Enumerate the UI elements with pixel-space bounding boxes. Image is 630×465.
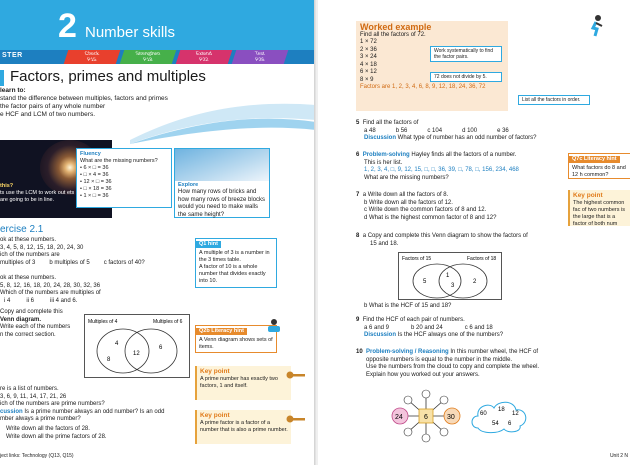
q3-line: re is a list of numbers.: [0, 386, 59, 392]
q1-line: ok at these numbers.: [0, 237, 57, 243]
fluency-question: What are the missing numbers?: [80, 158, 158, 164]
learn-heading: learn to:: [0, 87, 26, 94]
q1-part-a: multiples of 3: [0, 259, 36, 266]
factor-pair: 2 × 36: [360, 46, 377, 53]
tab-strengthen[interactable]: Strengthen P18: [120, 50, 177, 64]
venn-svg: [399, 253, 503, 301]
q6-line: What are the missing numbers?: [364, 174, 449, 181]
venn-value: 1: [446, 273, 450, 279]
why-text: ts use the LCM to work out ets are going to be in line.: [0, 190, 75, 203]
why-learn-box: [0, 183, 80, 204]
venn-value: 12: [133, 351, 140, 357]
master-label: STER: [2, 52, 23, 59]
discussion-label: Discussion: [364, 135, 397, 141]
q2-part-i: i 4: [4, 297, 11, 304]
q8-part-b: b What is the HCF of 15 and 18?: [364, 303, 452, 309]
unit-number: 2: [58, 7, 77, 45]
objective-2: the factor pairs of any whole number: [0, 103, 106, 110]
tab-check[interactable]: Check P15: [64, 50, 121, 64]
venn-svg: [85, 315, 191, 379]
question-number: 9: [356, 317, 360, 323]
question-number: 5: [356, 120, 360, 126]
discussion-label: Discussion: [364, 332, 397, 338]
q1-line: ich of the numbers are: [0, 252, 60, 258]
q2b-line: Copy and complete this: [0, 309, 63, 315]
q2-part-iii: iii 4 and 6.: [50, 297, 78, 304]
unit-title: Number skills: [85, 24, 176, 41]
discussion-label: cussion: [0, 408, 23, 415]
q3-discussion: Is a prime number always an odd number? Is an odd: [22, 408, 165, 415]
q2b-line: n the correct section.: [0, 331, 56, 338]
q2-part-ii: ii 6: [26, 297, 35, 304]
key-point-prime: [195, 366, 291, 400]
q7-part: d What is the highest common factor of 8 and 12?: [364, 214, 497, 221]
cloud-number: 60: [480, 411, 487, 417]
q2b-hint-text: A Venn diagram shows sets of items.: [199, 337, 273, 350]
q2-line: ok at these numbers.: [0, 275, 57, 281]
q6-text: Hayley finds all the factors of a number.: [409, 152, 517, 158]
lesson-title: Factors, primes and multiples: [10, 68, 206, 85]
q1-line: 3, 4, 5, 8, 12, 15, 18, 20, 24, 30: [0, 244, 84, 251]
q8-text: a Copy and complete this Venn diagram to show the factors of: [362, 233, 528, 239]
venn-diagram-multiples: [84, 314, 190, 378]
q1-hint: [195, 238, 277, 288]
exercise-q4: [0, 426, 195, 441]
lesson-heading: [10, 68, 206, 85]
q10-text: In this number wheel, the HCF of: [448, 349, 539, 355]
worked-example-answer: Factors are 1, 2, 3, 4, 6, 8, 9, 12, 18, 24, 36, 72: [360, 84, 486, 90]
q5-part: e 36: [497, 127, 509, 134]
question-7: [356, 192, 566, 222]
decorative-swoosh: [130, 100, 316, 144]
fluency-item: □ × 4 = 36: [83, 172, 109, 178]
key-point-title: Key point: [573, 192, 603, 199]
cloud-number: 18: [498, 407, 505, 413]
venn-left-label: Factors of 15: [402, 256, 432, 262]
fluency-box: Fluency What are the missing numbers? • 6 × □ = 36 • □ × 4 = 36 • 12 × □ = 36 • □ × 18 = 36 • 1 × □ = 36: [76, 148, 172, 208]
q7-part: c Write down the common factors of 8 and 12.: [364, 207, 487, 213]
number-wheel: [386, 388, 466, 444]
key-point-text: A prime number has exactly two factors, 1 and itself.: [200, 376, 278, 389]
question-number: 6: [356, 152, 360, 158]
tab-test[interactable]: Test P26: [232, 50, 289, 64]
q9-discussion: Is the HCF always one of the numbers?: [396, 332, 504, 338]
exercise-q2: [0, 275, 190, 305]
factor-pair: 6 × 12: [360, 69, 377, 75]
q2b-line: Venn diagram.: [0, 316, 42, 323]
exercise-q2b: [0, 309, 80, 339]
worked-note-divide: 72 does not divide by 5.: [430, 72, 502, 82]
q2-line: Which of the numbers are multiples of: [0, 290, 101, 296]
fluency-item: □ × 18 = 36: [83, 186, 112, 192]
venn-value: 3: [451, 283, 455, 289]
key-point-text: The highest common fac of two numbers is the large that is a factor of both num: [573, 200, 625, 227]
question-9: [356, 317, 568, 340]
q3-discussion-2: mber always a prime number?: [0, 416, 81, 422]
cloud-number: 12: [512, 411, 519, 417]
cloud-number: 54: [492, 421, 499, 427]
exercise-title: ercise 2.1: [0, 224, 44, 235]
venn-value: 2: [473, 279, 477, 285]
q1-hint-line: A multiple of 3 is a number in the 3 times table.: [199, 250, 270, 263]
venn-left-label: Multiples of 4: [88, 319, 118, 325]
q1-part-b: b multiples of 5: [49, 259, 90, 266]
worked-example-title: Worked example: [360, 22, 432, 32]
q1-hint-title: Q1 hint: [196, 241, 221, 248]
q2b-hint-title: Q2b Literacy hint: [196, 328, 247, 335]
right-page: [318, 0, 630, 465]
explore-text: How many rows of bricks and how many rows of breeze blocks would you need to make walls the same height?: [178, 189, 266, 218]
q7c-hint-title: Q7c Literacy hint: [569, 156, 620, 163]
question-number: 8: [356, 233, 360, 239]
q7c-literacy-hint: [568, 153, 630, 179]
q9-text: Find the HCF of each pair of numbers.: [362, 317, 465, 323]
key-point-title: Key point: [200, 412, 230, 419]
q9-part: b 20 and 24: [411, 324, 443, 331]
q4-line: Write down all the prime factors of 28.: [6, 433, 107, 440]
fluency-item: 1 × □ = 36: [83, 193, 109, 199]
venn-right-label: Factors of 18: [467, 256, 497, 262]
venn-right-label: Multiples of 6: [153, 319, 183, 325]
q6-factor-list: 1, 2, 3, 4, □, 9, 12, 15, □, □, 36, 39, □, 78, □, 156, 234, 468: [364, 167, 519, 173]
number-cloud: [468, 398, 530, 434]
lesson-number-bar: [0, 70, 4, 86]
q9-part: c 6 and 18: [464, 324, 493, 331]
q2-line: 5, 8, 12, 16, 18, 20, 24, 28, 30, 32, 36: [0, 282, 101, 289]
key-icon: [286, 414, 306, 424]
q5-part: a 48: [364, 127, 376, 134]
key-icon: [286, 370, 306, 380]
q6-line: This is her list.: [364, 159, 403, 166]
objective-1: stand the difference between multiples, factors and primes: [0, 95, 168, 102]
factor-pair: 3 × 24: [360, 54, 377, 60]
worked-note-systematic: Work systematically to find the factor pairs.: [430, 46, 502, 62]
fluency-item: 6 × □ = 36: [83, 165, 109, 171]
objective-3: e HCF and LCM of two numbers.: [0, 111, 96, 118]
wheel-right: 30: [447, 414, 455, 421]
explore-title: Explore: [178, 182, 199, 188]
q2b-line: Write each of the numbers: [0, 324, 71, 330]
fluency-item: 12 × □ = 36: [83, 179, 112, 185]
q9-part: a 6 and 9: [364, 324, 390, 331]
q10-line: Explain how you worked out your answers.: [366, 371, 480, 378]
venn-value: 6: [159, 345, 163, 351]
wheel-left: 24: [395, 414, 403, 421]
q7-part: a Write down all the factors of 8.: [362, 192, 449, 198]
exercise-q1: [0, 237, 190, 267]
reading-figure-icon: [262, 318, 284, 336]
factor-pair: 1 × 72: [360, 39, 377, 45]
wheel-center: 6: [424, 414, 428, 421]
q4-line: Write down all the factors of 28.: [6, 426, 90, 432]
worked-example-question: Find all the factors of 72.: [360, 31, 426, 38]
key-point-hcf: [568, 190, 630, 226]
subject-links: ject links: Technology (Q13, Q15): [0, 453, 74, 459]
q1-hint-line: A factor of 10 is a whole number that divides exactly into 10.: [199, 264, 266, 284]
q10-line: Use the numbers from the cloud to copy and complete the wheel.: [366, 364, 540, 370]
factor-pair: 8 × 9: [360, 76, 374, 83]
q5-part: d 100: [462, 127, 478, 134]
why-title: this?: [0, 183, 14, 189]
q5-part: c 104: [427, 127, 443, 134]
question-number: 10: [356, 349, 363, 355]
explore-box: [174, 148, 270, 218]
venn-value: 8: [107, 357, 111, 363]
q8-text: 15 and 18.: [370, 240, 399, 247]
venn-value: 5: [423, 279, 427, 285]
problem-solving-label: Problem-solving: [362, 152, 410, 158]
question-number: 7: [356, 192, 360, 198]
q5-text: Find all the factors of: [362, 120, 419, 126]
q7c-hint-text: What factors do 8 and 12 h common?: [572, 165, 626, 178]
worked-note-order: List all the factors in order.: [518, 95, 590, 105]
q3-line: 3, 6, 9, 11, 14, 17, 21, 26: [0, 393, 67, 400]
cloud-number: 6: [508, 421, 512, 427]
q7-part: b Write down all the factors of 12.: [364, 199, 453, 206]
explore-photo: [175, 149, 269, 181]
factor-pair: 4 × 18: [360, 61, 377, 68]
exercise-q3: [0, 386, 195, 424]
key-point-prime-factor: [195, 410, 291, 444]
q5-discussion: What type of number has an odd number of factors?: [396, 135, 537, 141]
q3-line: ich of the numbers are prime numbers?: [0, 401, 105, 407]
question-10: [356, 349, 568, 379]
q1-part-c: c factors of 40?: [103, 259, 145, 266]
q5-part: b 56: [395, 127, 408, 134]
question-6: [356, 152, 568, 182]
venn-diagram-factors: [398, 252, 502, 300]
tab-extend[interactable]: Extend P22: [176, 50, 233, 64]
venn-value: 4: [115, 341, 119, 347]
problem-solving-label: Problem-solving / Reasoning: [366, 349, 449, 355]
question-8: [356, 233, 568, 248]
fluency-title: Fluency: [80, 151, 101, 157]
q10-line: opposite numbers is equal to the number in the middle.: [366, 356, 513, 363]
running-figure-icon: [584, 14, 608, 38]
key-point-text: A prime factor is a factor of a number that is also a prime number.: [200, 420, 288, 433]
worked-example: [356, 21, 508, 111]
key-point-title: Key point: [200, 368, 230, 375]
page-number: Unit 2 N: [609, 453, 628, 459]
question-5: [356, 120, 566, 143]
